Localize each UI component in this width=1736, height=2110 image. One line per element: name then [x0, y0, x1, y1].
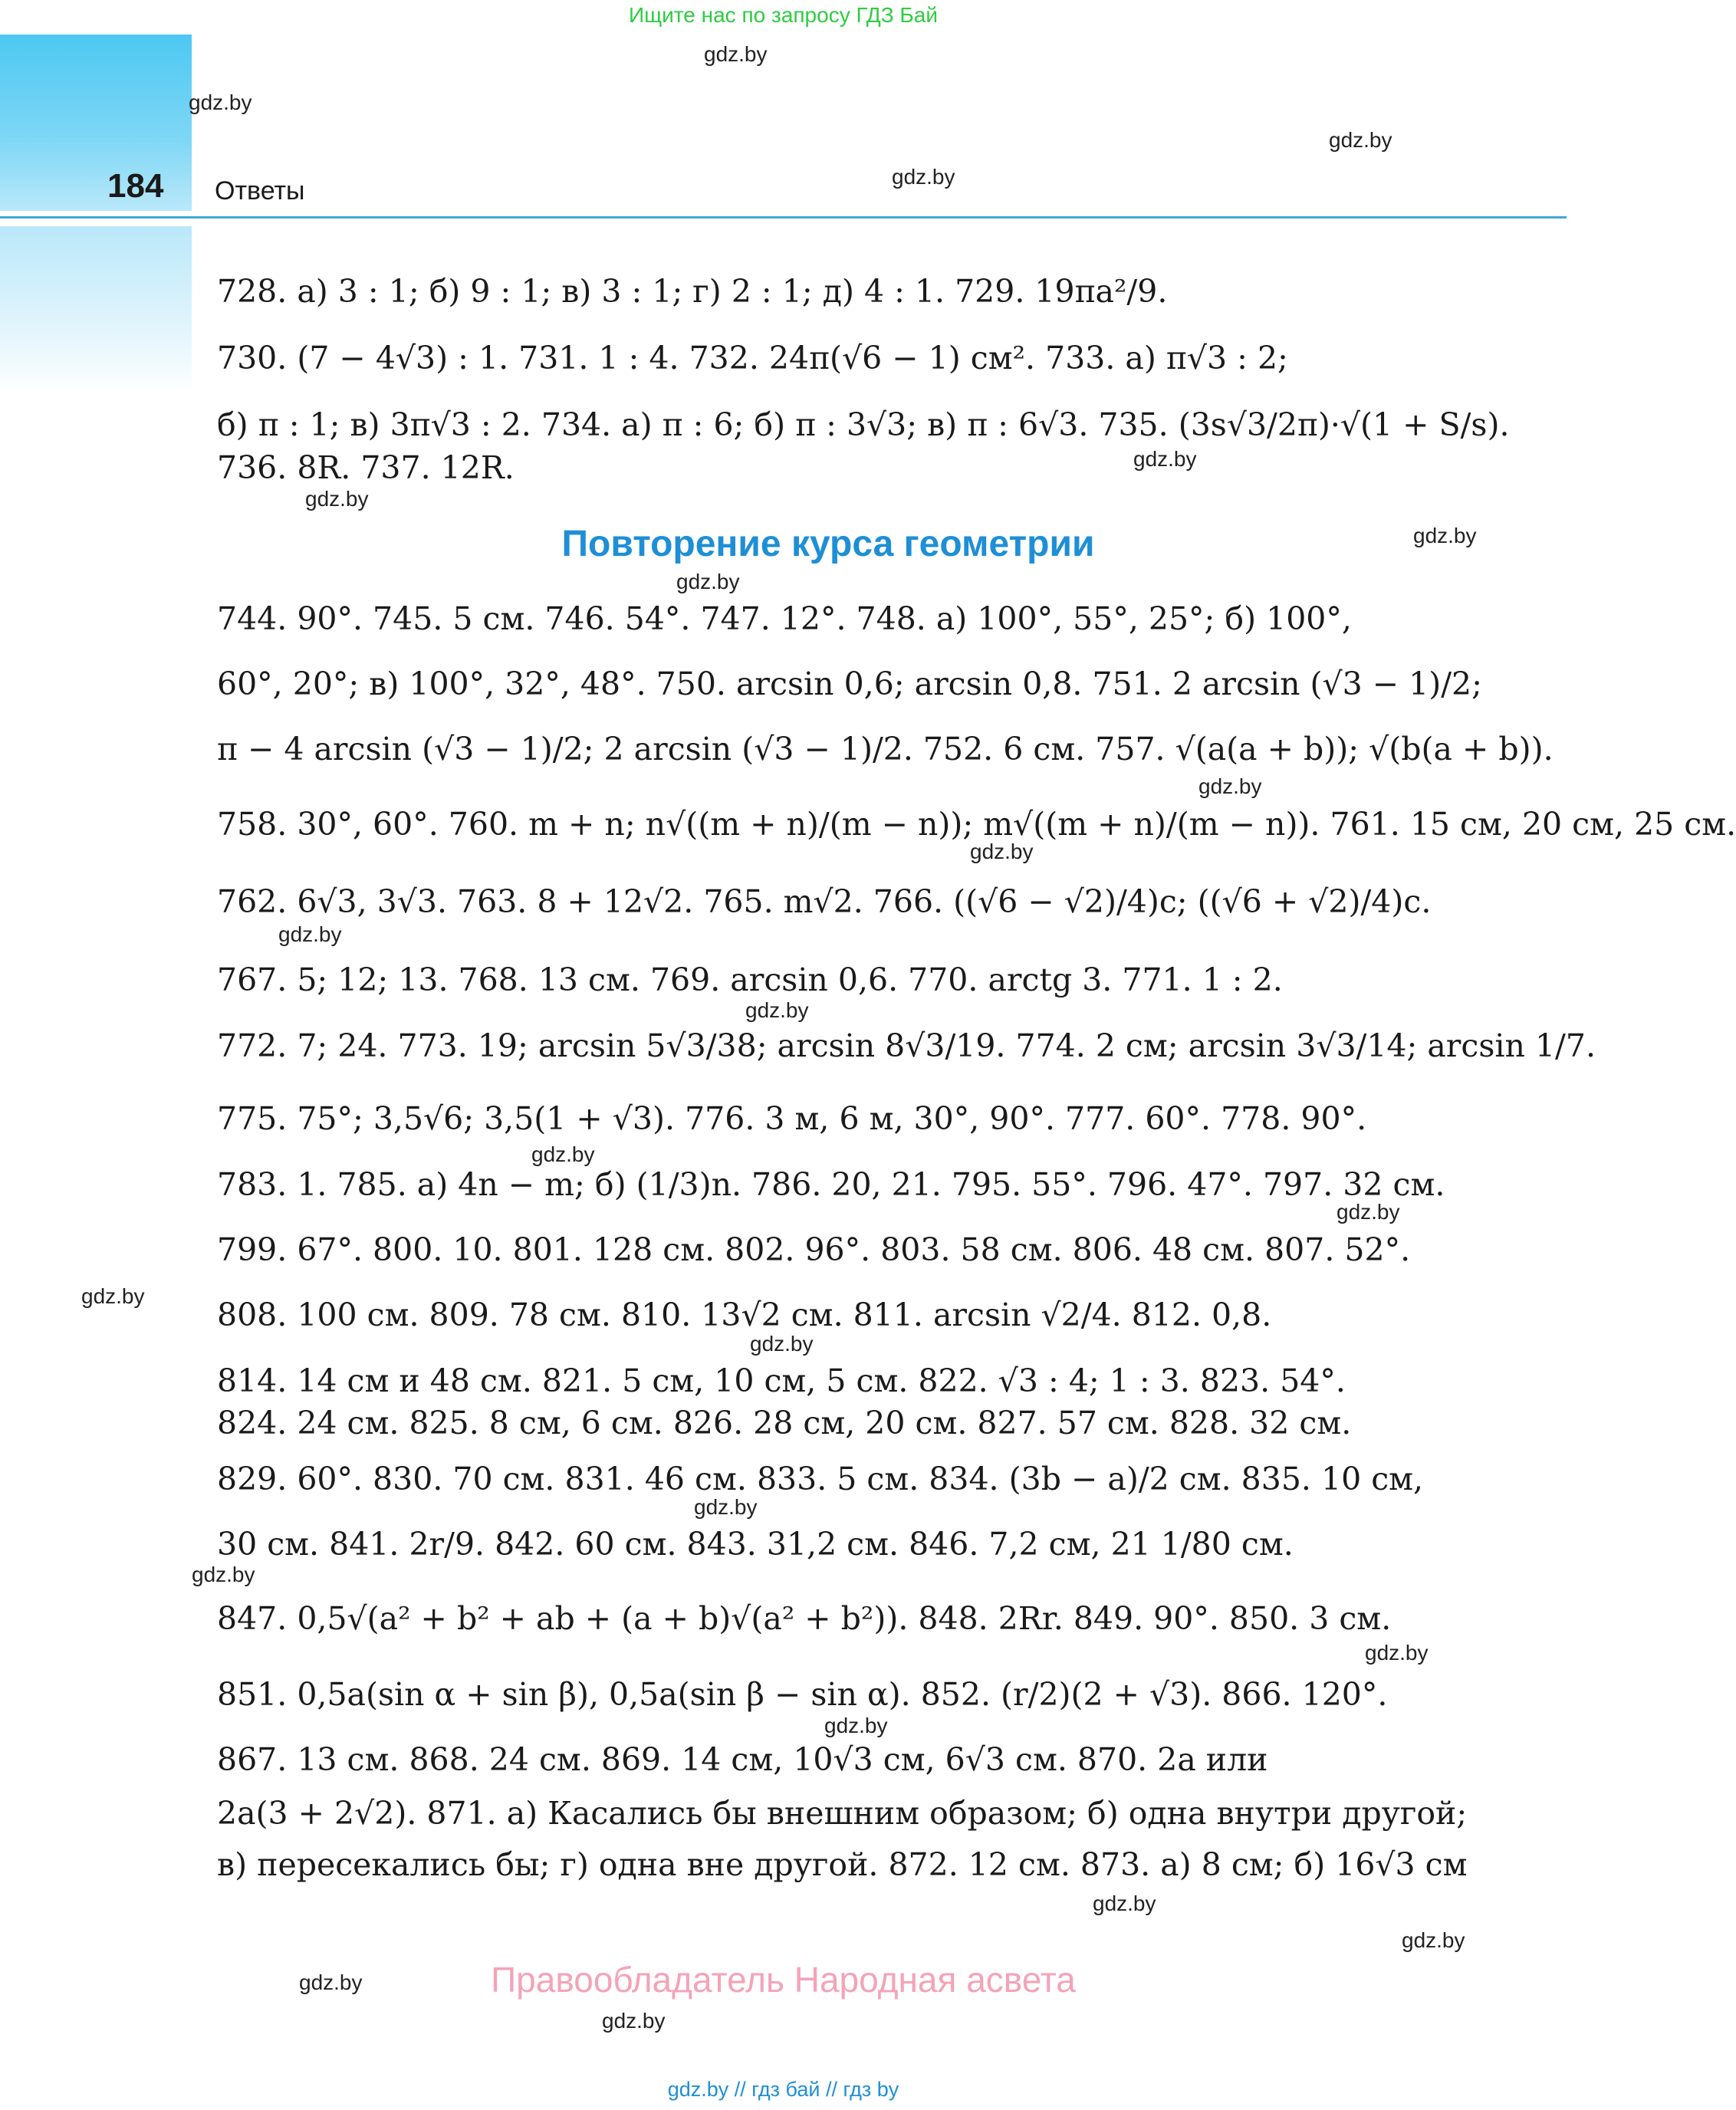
section-heading: Повторение курса геометрии: [561, 524, 1095, 564]
answer-line: 867. 13 см. 868. 24 см. 869. 14 см, 10√3 см, 6√3 см. 870. 2a или: [217, 1741, 1268, 1778]
copyright-footer: Правообладатель Народная асвета: [491, 1960, 1076, 2000]
watermark: gdz.by: [1402, 1928, 1465, 1952]
watermark: gdz.by: [1329, 128, 1392, 152]
answer-line: 730. (7 − 4√3) : 1. 731. 1 : 4. 732. 24π(√6 − 1) см². 733. а) π√3 : 2;: [217, 340, 1288, 376]
answer-line: 736. 8R. 737. 12R.: [217, 449, 515, 486]
watermark: gdz.by: [192, 1563, 255, 1586]
watermark: gdz.by: [602, 2009, 666, 2033]
header-rule: [0, 216, 1567, 219]
answer-line: в) пересекались бы; г) одна вне другой. 872. 12 см. 873. а) 8 см; б) 16√3 см: [217, 1846, 1468, 1883]
watermark: gdz.by: [676, 570, 740, 593]
watermark: gdz.by: [1413, 524, 1477, 547]
watermark: gdz.by: [1365, 1641, 1429, 1665]
watermark: gdz.by: [824, 1714, 888, 1737]
watermark: gdz.by: [1133, 447, 1197, 471]
answer-line: 772. 7; 24. 773. 19; arcsin 5√3/38; arcsin 8√3/19. 774. 2 см; arcsin 3√3/14; arcsin 1/7.: [217, 1027, 1596, 1064]
answer-line: б) π : 1; в) 3π√3 : 2. 734. а) π : 6; б) π : 3√3; в) π : 6√3. 735. (3s√3/2π)·√(1 + S/s).: [217, 406, 1510, 443]
answer-line: 767. 5; 12; 13. 768. 13 см. 769. arcsin 0,6. 770. arctg 3. 771. 1 : 2.: [217, 961, 1283, 998]
answer-line: 808. 100 см. 809. 78 см. 810. 13√2 см. 811. arcsin √2/4. 812. 0,8.: [217, 1297, 1272, 1333]
answer-line: 847. 0,5√(a² + b² + ab + (a + b)√(a² + b²)). 848. 2Rr. 849. 90°. 850. 3 см.: [217, 1600, 1392, 1637]
watermark: gdz.by: [278, 922, 342, 946]
answer-line: 783. 1. 785. а) 4n − m; б) (1/3)n. 786. 20, 21. 795. 55°. 796. 47°. 797. 32 см.: [217, 1166, 1445, 1203]
watermark: gdz.by: [1337, 1200, 1400, 1224]
answer-line: 2a(3 + 2√2). 871. а) Касались бы внешним образом; б) одна внутри другой;: [217, 1795, 1468, 1832]
watermark: gdz.by: [299, 1970, 363, 1994]
answer-line: 829. 60°. 830. 70 см. 831. 46 см. 833. 5 см. 834. (3b − a)/2 см. 835. 10 см,: [217, 1461, 1424, 1497]
watermark: gdz.by: [745, 998, 809, 1022]
answer-line: 762. 6√3, 3√3. 763. 8 + 12√2. 765. m√2. 766. ((√6 − √2)/4)c; ((√6 + √2)/4)c.: [217, 883, 1432, 920]
answer-line: 775. 75°; 3,5√6; 3,5(1 + √3). 776. 3 м, 6 м, 30°, 90°. 777. 60°. 778. 90°.: [217, 1100, 1367, 1137]
section-header: Ответы: [215, 176, 305, 205]
watermark: gdz.by: [189, 90, 252, 114]
answer-line: 30 см. 841. 2r/9. 842. 60 см. 843. 31,2 см. 846. 7,2 см, 21 1/80 см.: [217, 1526, 1294, 1563]
answer-line: 744. 90°. 745. 5 см. 746. 54°. 747. 12°. 748. а) 100°, 55°, 25°; б) 100°,: [217, 600, 1352, 637]
answer-line: 728. а) 3 : 1; б) 9 : 1; в) 3 : 1; г) 2 : 1; д) 4 : 1. 729. 19πa²/9.: [217, 273, 1168, 310]
watermark: gdz.by: [750, 1332, 814, 1356]
watermark: gdz.by: [81, 1284, 145, 1308]
side-gradient-block: [0, 226, 192, 395]
watermark: gdz.by: [694, 1495, 758, 1519]
page-number: 184: [107, 167, 164, 205]
answer-line: 851. 0,5a(sin α + sin β), 0,5a(sin β − sin α). 852. (r/2)(2 + √3). 866. 120°.: [217, 1676, 1388, 1713]
bottom-links[interactable]: gdz.by // гдз бай // гдз by: [667, 2078, 899, 2101]
answer-line: 758. 30°, 60°. 760. m + n; n√((m + n)/(m − n)); m√((m + n)/(m − n)). 761. 15 см, 20 см, 25 см.: [217, 806, 1736, 843]
answer-line: π − 4 arcsin (√3 − 1)/2; 2 arcsin (√3 − 1)/2. 752. 6 см. 757. √(a(a + b)); √(b(a + b)).: [217, 731, 1554, 767]
answer-line: 824. 24 см. 825. 8 см, 6 см. 826. 28 см, 20 см. 827. 57 см. 828. 32 см.: [217, 1405, 1352, 1441]
watermark: gdz.by: [305, 487, 369, 511]
top-banner[interactable]: Ищите нас по запросу ГДЗ Бай: [628, 3, 939, 27]
watermark: gdz.by: [970, 840, 1034, 863]
answer-line: 814. 14 см и 48 см. 821. 5 см, 10 см, 5 см. 822. √3 : 4; 1 : 3. 823. 54°.: [217, 1362, 1346, 1399]
watermark: gdz.by: [1093, 1891, 1156, 1915]
answer-line: 60°, 20°; в) 100°, 32°, 48°. 750. arcsin 0,6; arcsin 0,8. 751. 2 arcsin (√3 − 1)/2;: [217, 666, 1482, 702]
watermark: gdz.by: [892, 165, 955, 189]
watermark: gdz.by: [704, 42, 768, 66]
watermark: gdz.by: [1198, 774, 1262, 798]
answer-line: 799. 67°. 800. 10. 801. 128 см. 802. 96°. 803. 58 см. 806. 48 см. 807. 52°.: [217, 1231, 1411, 1268]
watermark: gdz.by: [531, 1142, 595, 1166]
